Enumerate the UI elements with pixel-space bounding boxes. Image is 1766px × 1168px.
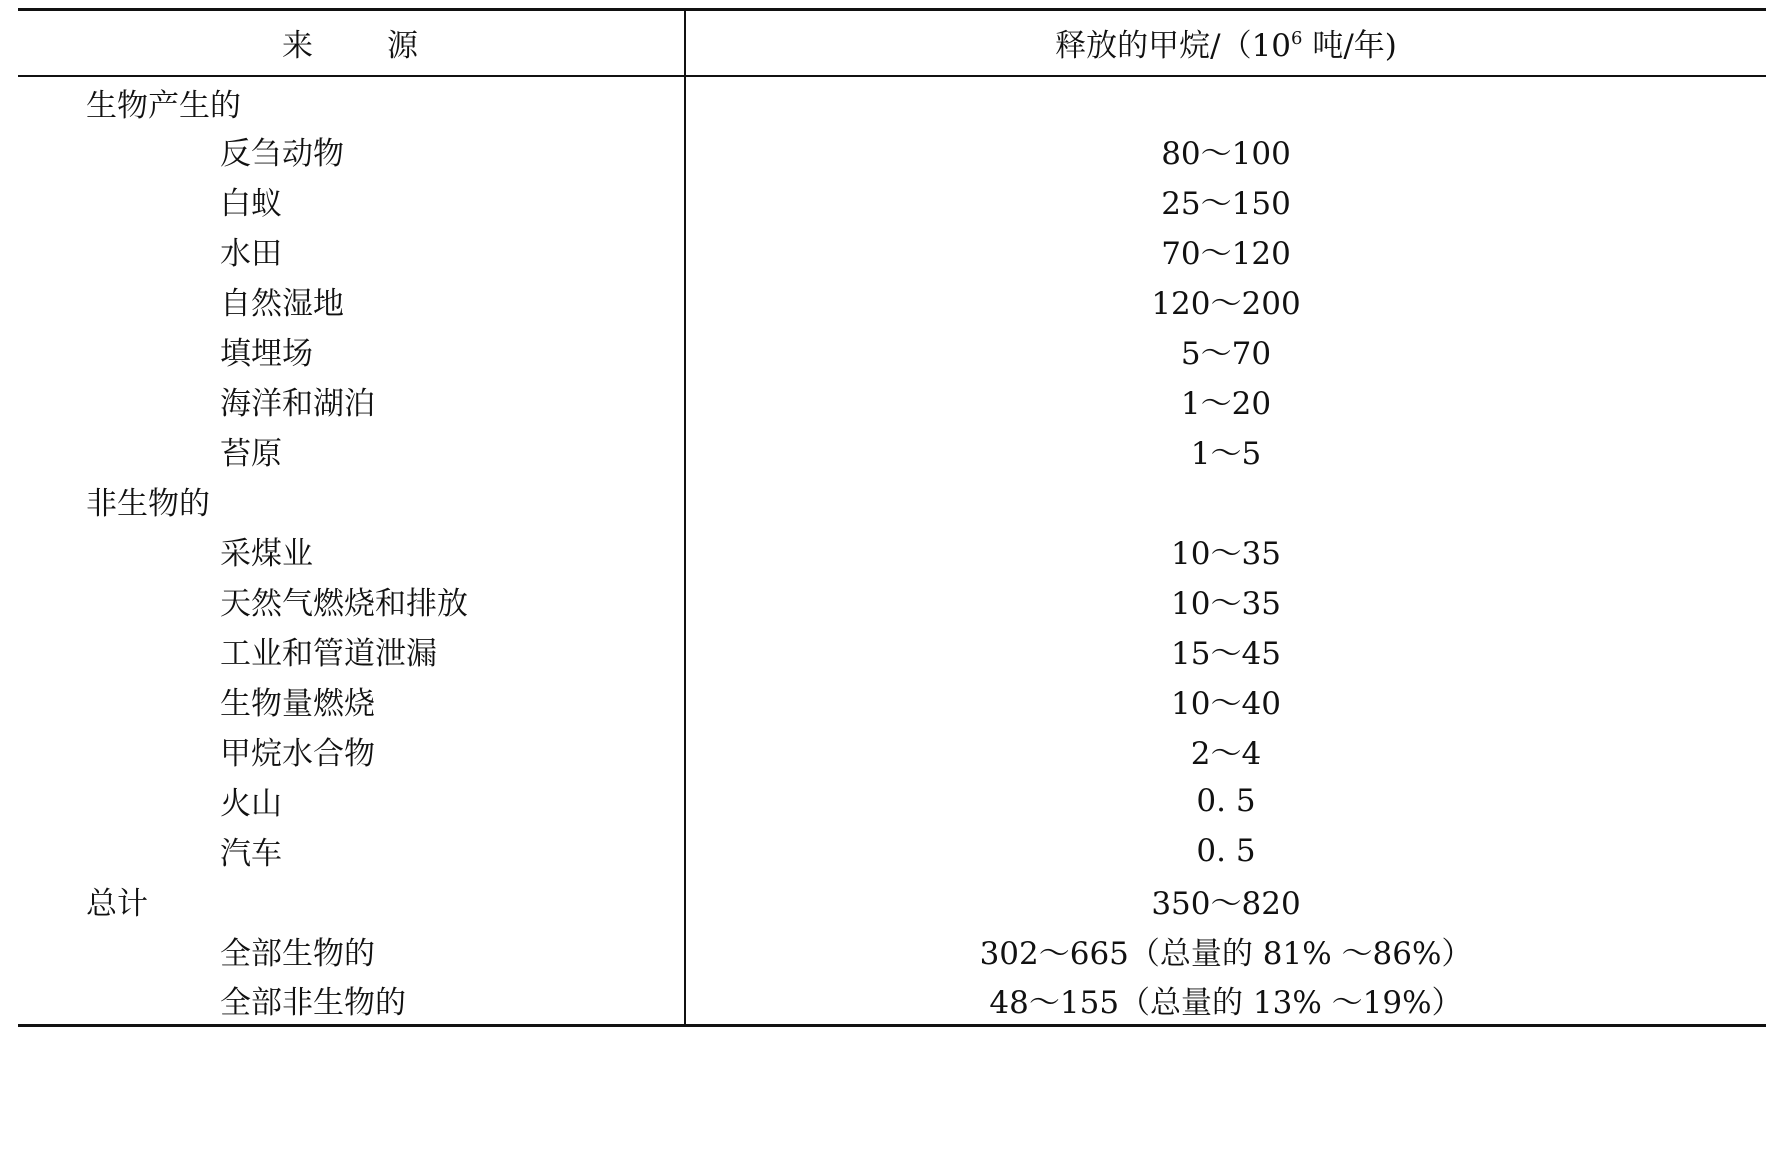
table-row	[18, 526, 1766, 576]
table-row	[18, 876, 1766, 926]
emission-value: 10～35	[1171, 536, 1281, 572]
emission-value: 1～20	[1180, 386, 1272, 422]
source-name: 汽车	[18, 826, 685, 876]
table-row	[18, 76, 1766, 126]
emission-value: 0. 5	[1196, 782, 1256, 819]
table-row	[18, 426, 1766, 476]
header-emission-exponent: 6	[1291, 28, 1303, 50]
source-name: 填埋场	[18, 326, 685, 376]
table-row	[18, 476, 1766, 526]
table-row	[18, 926, 1766, 976]
category-label: 非生物的	[18, 476, 685, 526]
category-label: 生物产生的	[18, 76, 685, 126]
source-name: 白蚁	[18, 176, 685, 226]
emission-value: 5～70	[1180, 336, 1272, 372]
source-name: 反刍动物	[18, 126, 685, 176]
table-body	[18, 76, 1766, 1026]
methane-sources-table-container	[18, 8, 1766, 1027]
source-name: 火山	[18, 776, 685, 826]
source-name: 采煤业	[18, 526, 685, 576]
header-emission-prefix: 释放的甲烷/（10	[1055, 28, 1292, 65]
table-row	[18, 976, 1766, 1026]
table-row	[18, 626, 1766, 676]
table-row	[18, 226, 1766, 276]
emission-value	[685, 76, 1766, 126]
emission-value: 48～155（总量的 13% ～19%）	[685, 976, 1766, 1026]
header-source	[18, 10, 685, 76]
emission-value: 70～120	[1161, 236, 1291, 272]
emission-value: 10～35	[1171, 586, 1281, 622]
emission-value: 120～200	[1151, 286, 1301, 322]
table-row	[18, 326, 1766, 376]
methane-sources-table	[18, 8, 1766, 1027]
emission-value: 0. 5	[1196, 832, 1256, 869]
table-row	[18, 176, 1766, 226]
source-name: 苔原	[18, 426, 685, 476]
table-row	[18, 826, 1766, 876]
header-row	[18, 10, 1766, 76]
source-name: 海洋和湖泊	[18, 376, 685, 426]
table-row	[18, 676, 1766, 726]
emission-value: 25～150	[1161, 186, 1291, 222]
emission-value: 80～100	[1161, 136, 1291, 172]
emission-value: 302～665（总量的 81% ～86%）	[979, 936, 1473, 972]
emission-value: 15～45	[1171, 636, 1281, 672]
table-row	[18, 726, 1766, 776]
header-source-char-2: 源	[387, 28, 420, 65]
table-row	[18, 576, 1766, 626]
table-row	[18, 276, 1766, 326]
header-source-char-1: 来	[282, 28, 315, 65]
header-emission-suffix: 吨/年)	[1302, 28, 1397, 65]
table-row	[18, 126, 1766, 176]
emission-value: 10～40	[1171, 686, 1281, 722]
source-name: 全部非生物的	[18, 976, 685, 1026]
table-row	[18, 776, 1766, 826]
emission-value: 350～820	[1151, 886, 1301, 922]
source-name: 天然气燃烧和排放	[18, 576, 685, 626]
source-name: 自然湿地	[18, 276, 685, 326]
source-name: 生物量燃烧	[18, 676, 685, 726]
source-name: 工业和管道泄漏	[18, 626, 685, 676]
header-emission	[685, 10, 1766, 76]
emission-value	[685, 476, 1766, 526]
table-row	[18, 376, 1766, 426]
source-name: 全部生物的	[18, 926, 685, 976]
emission-value: 1～5	[1190, 436, 1262, 472]
source-name: 水田	[18, 226, 685, 276]
table-header	[18, 10, 1766, 76]
emission-value: 2～4	[1190, 736, 1262, 772]
source-name: 甲烷水合物	[18, 726, 685, 776]
category-label: 总计	[18, 876, 685, 926]
